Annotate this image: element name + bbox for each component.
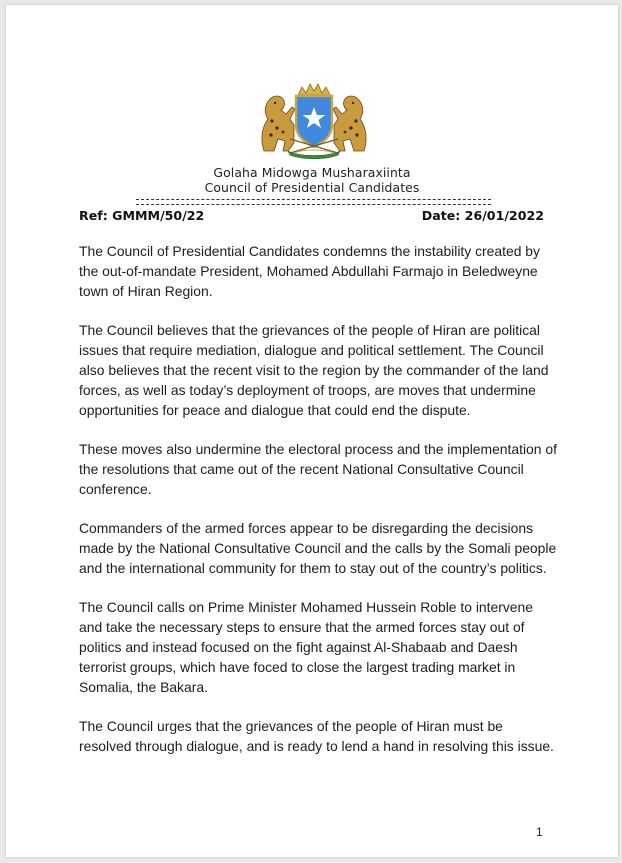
org-name-english: Council of Presidential Candidates: [204, 180, 420, 195]
header-divider: [136, 199, 491, 200]
document-page: [6, 5, 618, 857]
paragraph: These moves also undermine the electoral process and the implementation of the resolutions that came out of the recent National Consultative Council conference.: [79, 441, 557, 497]
paragraph: The Council of Presidential Candidates condemns the instability created by the out-of-mandate President, Mohamed Abdullahi Farmajo in Beledweyne town of Hiran Region.: [79, 243, 540, 299]
reference-number: Ref: GMMM/50/22: [79, 208, 205, 223]
statement-body: [79, 241, 557, 775]
paragraph: Commanders of the armed forces appear to be disregarding the decisions made by the National Consultative Council and the calls by the Somali people and the international community for them to stay out of the country’s politics.: [79, 520, 557, 576]
left-leopard: [262, 96, 295, 151]
paragraph: The Council believes that the grievances of the people of Hiran are political issues that require mediation, dialogue and political settlement. The Council also believes that the recent visit to the region by the commander of the land forces, as well as today’s deployment of troops, are moves that undermine opportunities for peace and dialogue that could end the dispute.: [79, 322, 549, 418]
page-number: 1: [536, 825, 543, 839]
header-divider: [136, 204, 491, 205]
somalia-coat-of-arms-icon: [250, 81, 378, 161]
paragraph: The Council urges that the grievances of the people of Hiran must be resolved through dialogue, and is ready to lend a hand in resolving this issue.: [79, 718, 554, 754]
right-leopard: [333, 96, 366, 151]
crown: [298, 84, 330, 95]
org-name-somali: Golaha Midowga Musharaxiinta: [213, 165, 411, 180]
paragraph: The Council calls on Prime Minister Mohamed Hussein Roble to intervene and take the necessary steps to ensure that the armed forces stay out of politics and instead focused on the fight against Al-Shabaab and Daesh terrorist groups, which have foced to close the largest trading market in Somalia, the Bakara.: [79, 599, 533, 695]
document-date: Date: 26/01/2022: [421, 208, 544, 223]
